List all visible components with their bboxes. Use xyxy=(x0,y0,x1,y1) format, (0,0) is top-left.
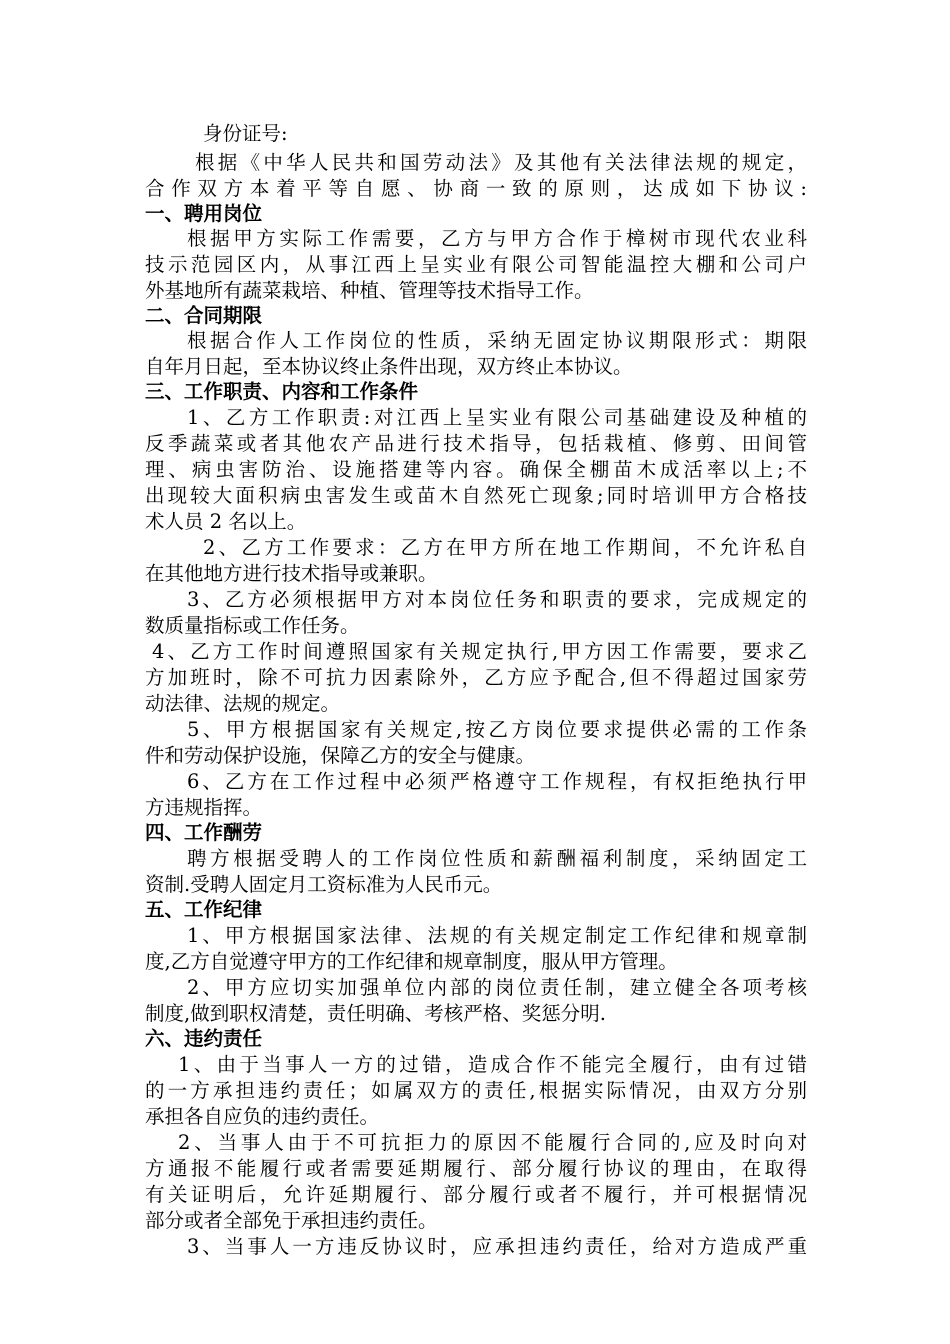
paragraph-line: 2、当事人由于不可抗拒力的原因不能履行合同的,应及时向对 xyxy=(178,1131,807,1154)
paragraph-line: 部分或者全部免于承担违约责任。 xyxy=(145,1209,438,1232)
paragraph-line: 4、乙方工作时间遵照国家有关规定执行,甲方因工作需要，要求乙 xyxy=(152,640,807,663)
paragraph-line: 方加班时，除不可抗力因素除外，乙方应予配合,但不得超过国家劳 xyxy=(145,666,807,689)
paragraph-line: 6、乙方在工作过程中必须严格遵守工作规程，有权拒绝执行甲 xyxy=(187,770,807,793)
section-heading: 三、工作职责、内容和工作条件 xyxy=(145,380,419,403)
paragraph-line: 制度,做到职权清楚，责任明确、考核严格、奖惩分明. xyxy=(145,1002,606,1025)
paragraph-line: 外基地所有蔬菜栽培、种植、管理等技术指导工作。 xyxy=(145,279,594,302)
paragraph-line: 反季蔬菜或者其他农产品进行技术指导，包括栽植、修剪、田间管 xyxy=(145,432,807,455)
paragraph-line: 1、由于当事人一方的过错，造成合作不能完全履行，由有过错 xyxy=(178,1053,807,1076)
paragraph-line: 5、甲方根据国家有关规定,按乙方岗位要求提供必需的工作条 xyxy=(187,718,807,741)
paragraph-line: 资制.受聘人固定月工资标准为人民币元。 xyxy=(145,873,503,896)
paragraph-line: 方通报不能履行或者需要延期履行、部分履行协议的理由，在取得 xyxy=(145,1157,807,1180)
paragraph-line: 在其他地方进行技术指导或兼职。 xyxy=(145,562,438,585)
paragraph-line: 度,乙方自觉遵守甲方的工作纪律和规章制度，服从甲方管理。 xyxy=(145,950,678,973)
paragraph-line: 动法律、法规的规定。 xyxy=(145,692,341,715)
section-heading: 二、合同期限 xyxy=(145,304,263,327)
paragraph-line: 自年月日起，至本协议终止条件出现，双方终止本协议。 xyxy=(145,355,633,378)
paragraph-line: 1、乙方工作职责:对江西上呈实业有限公司基础建设及种植的 xyxy=(187,406,807,429)
paragraph-line: 出现较大面积病虫害发生或苗木自然死亡现象;同时培训甲方合格技 xyxy=(145,484,807,507)
section-heading: 五、工作纪律 xyxy=(145,898,263,921)
section-heading: 四、工作酬劳 xyxy=(145,821,263,844)
paragraph-line: 聘方根据受聘人的工作岗位性质和薪酬福利制度，采纳固定工 xyxy=(187,847,807,870)
paragraph-line: 3、乙方必须根据甲方对本岗位任务和职责的要求，完成规定的 xyxy=(187,588,807,611)
paragraph-line: 有关证明后，允许延期履行、部分履行或者不履行，并可根据情况 xyxy=(145,1183,807,1206)
paragraph-line: 的一方承担违约责任；如属双方的责任,根据实际情况，由双方分别 xyxy=(145,1079,807,1102)
paragraph-line: 2、乙方工作要求：乙方在甲方所在地工作期间，不允许私自 xyxy=(203,536,807,559)
preamble-line: 合作双方本着平等自愿、协商一致的原则，达成如下协议: xyxy=(145,177,807,200)
paragraph-line: 理、病虫害防治、设施搭建等内容。确保全棚苗木成活率以上;不 xyxy=(145,458,807,481)
paragraph-line: 数质量指标或工作任务。 xyxy=(145,614,360,637)
paragraph-line: 2、甲方应切实加强单位内部的岗位责任制，建立健全各项考核 xyxy=(187,976,807,999)
preamble-line: 根据《中华人民共和国劳动法》及其他有关法律法规的规定， xyxy=(195,151,807,174)
paragraph-line: 1、甲方根据国家法律、法规的有关规定制定工作纪律和规章制 xyxy=(187,924,807,947)
section-heading: 一、聘用岗位 xyxy=(145,202,263,225)
section-heading: 六、违约责任 xyxy=(145,1027,263,1050)
paragraph-line: 根据合作人工作岗位的性质，采纳无固定协议期限形式：期限 xyxy=(187,329,807,352)
paragraph-line: 根据甲方实际工作需要，乙方与甲方合作于樟树市现代农业科 xyxy=(187,227,807,250)
paragraph-line: 件和劳动保护设施，保障乙方的安全与健康。 xyxy=(145,744,536,767)
paragraph-line: 技示范园区内，从事江西上呈实业有限公司智能温控大棚和公司户 xyxy=(145,253,807,276)
id-number-label: 身份证号: xyxy=(203,122,288,145)
paragraph-line: 承担各自应负的违约责任。 xyxy=(145,1105,380,1128)
paragraph-line: 3、当事人一方违反协议时，应承担违约责任，给对方造成严重 xyxy=(187,1235,807,1258)
paragraph-line: 术人员 2 名以上。 xyxy=(145,510,307,533)
paragraph-line: 方违规指挥。 xyxy=(145,796,263,819)
